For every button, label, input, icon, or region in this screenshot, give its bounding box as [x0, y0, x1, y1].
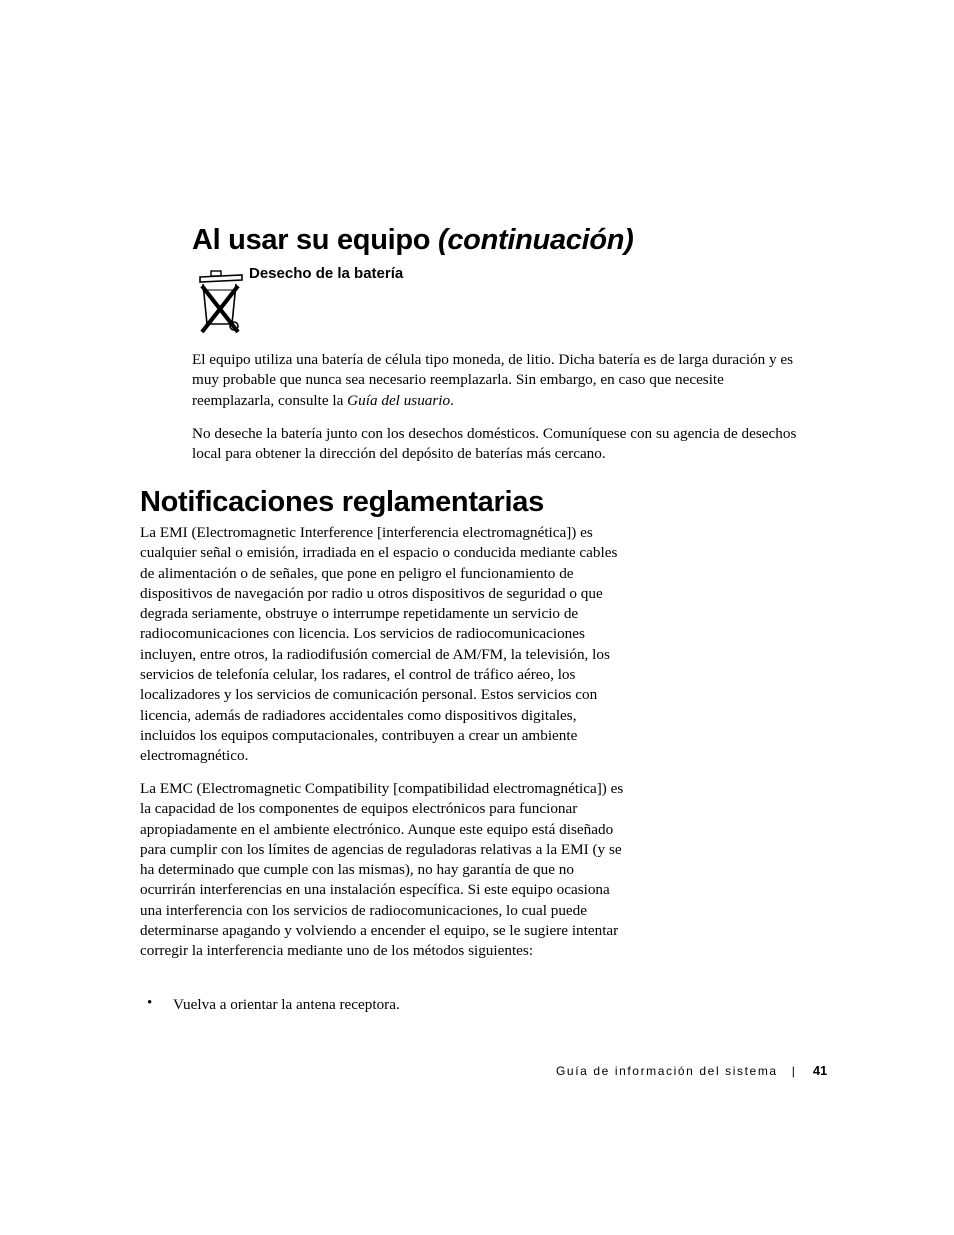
- list-item: [147, 995, 627, 1015]
- list-item-text: Vuelva a orientar la antena receptora.: [173, 996, 400, 1013]
- battery-heading: Desecho de la batería: [249, 265, 404, 282]
- battery-paragraph-1-text: El equipo utiliza una batería de célula tipo moneda, de litio. Dicha batería es de larga duración y es muy probable que nunca sea necesario reemplazarla. Sin embargo, en caso que necesite reemplazarla, consulte la: [192, 351, 794, 409]
- page-footer: [556, 1062, 827, 1080]
- battery-paragraph-2: No deseche la batería junto con los desechos domésticos. Comuníquese con su agencia de desechos local para obtener la dirección del depósito de baterías más cercano.: [192, 425, 797, 463]
- regulatory-title: Notificaciones reglamentarias: [140, 486, 544, 518]
- battery-paragraph-1-end: .: [450, 391, 454, 409]
- battery-paragraph-1: [192, 350, 804, 411]
- section-title-text: Al usar su equipo: [192, 224, 431, 256]
- footer-separator: |: [791, 1064, 795, 1078]
- crossed-out-wheeled-bin-icon: [196, 268, 248, 336]
- regulatory-paragraph-2: La EMC (Electromagnetic Compatibility [compatibilidad electromagnética]) es la capacidad de los componentes de equipos electrónicos para funcionar apropiadamente en el ambiente electrónico. Aunque este equipo está diseñado para cumplir con los límites de agencias de reguladoras relativas a la EMI (y se ha determinado que cumple con las mismas), no hay garantía de que no ocurrirán interferencias en una instalación específica. Si este equipo ocasiona una interferencia con los servicios de radiocomunicaciones, lo cual puede determinarse apagando y volviendo a encender el equipo, se le sugiere intentar corregir la interferencia mediante uno de los métodos siguientes:: [140, 780, 624, 960]
- user-guide-reference: Guía del usuario: [347, 391, 451, 409]
- footer-doc-title: Guía de información del sistema: [556, 1064, 778, 1078]
- section-title-suffix: (continuación): [437, 224, 634, 256]
- bullet-list: [147, 995, 627, 1015]
- page-number: 41: [812, 1063, 828, 1078]
- regulatory-paragraph-1: La EMI (Electromagnetic Interference [interferencia electromagnética]) es cualquier señal o emisión, irradiada en el espacio o conducida mediante cables de alimentación o de señales, que pone en peligro el funcionamiento de dispositivos de navegación por radio u otros dispositivos de seguridad o que degrada seriamente, obstruye o interrumpe repetidamente un servicio de radiocomunicaciones con licencia. Los servicios de radiocomunicaciones incluyen, entre otros, la radiodifusión comercial de AM/FM, la televisión, los servicios de telefonía celular, los radares, el control de tráfico aéreo, los localizadores y los servicios de comunicación personal. Estos servicios con licencia, además de radiadores accidentales como dispositivos digitales, incluidos los equipos computacionales, contribuyen a crear un ambiente electromagnético.: [140, 524, 618, 765]
- bullet-marker: •: [147, 995, 153, 1011]
- section-title: [192, 226, 634, 255]
